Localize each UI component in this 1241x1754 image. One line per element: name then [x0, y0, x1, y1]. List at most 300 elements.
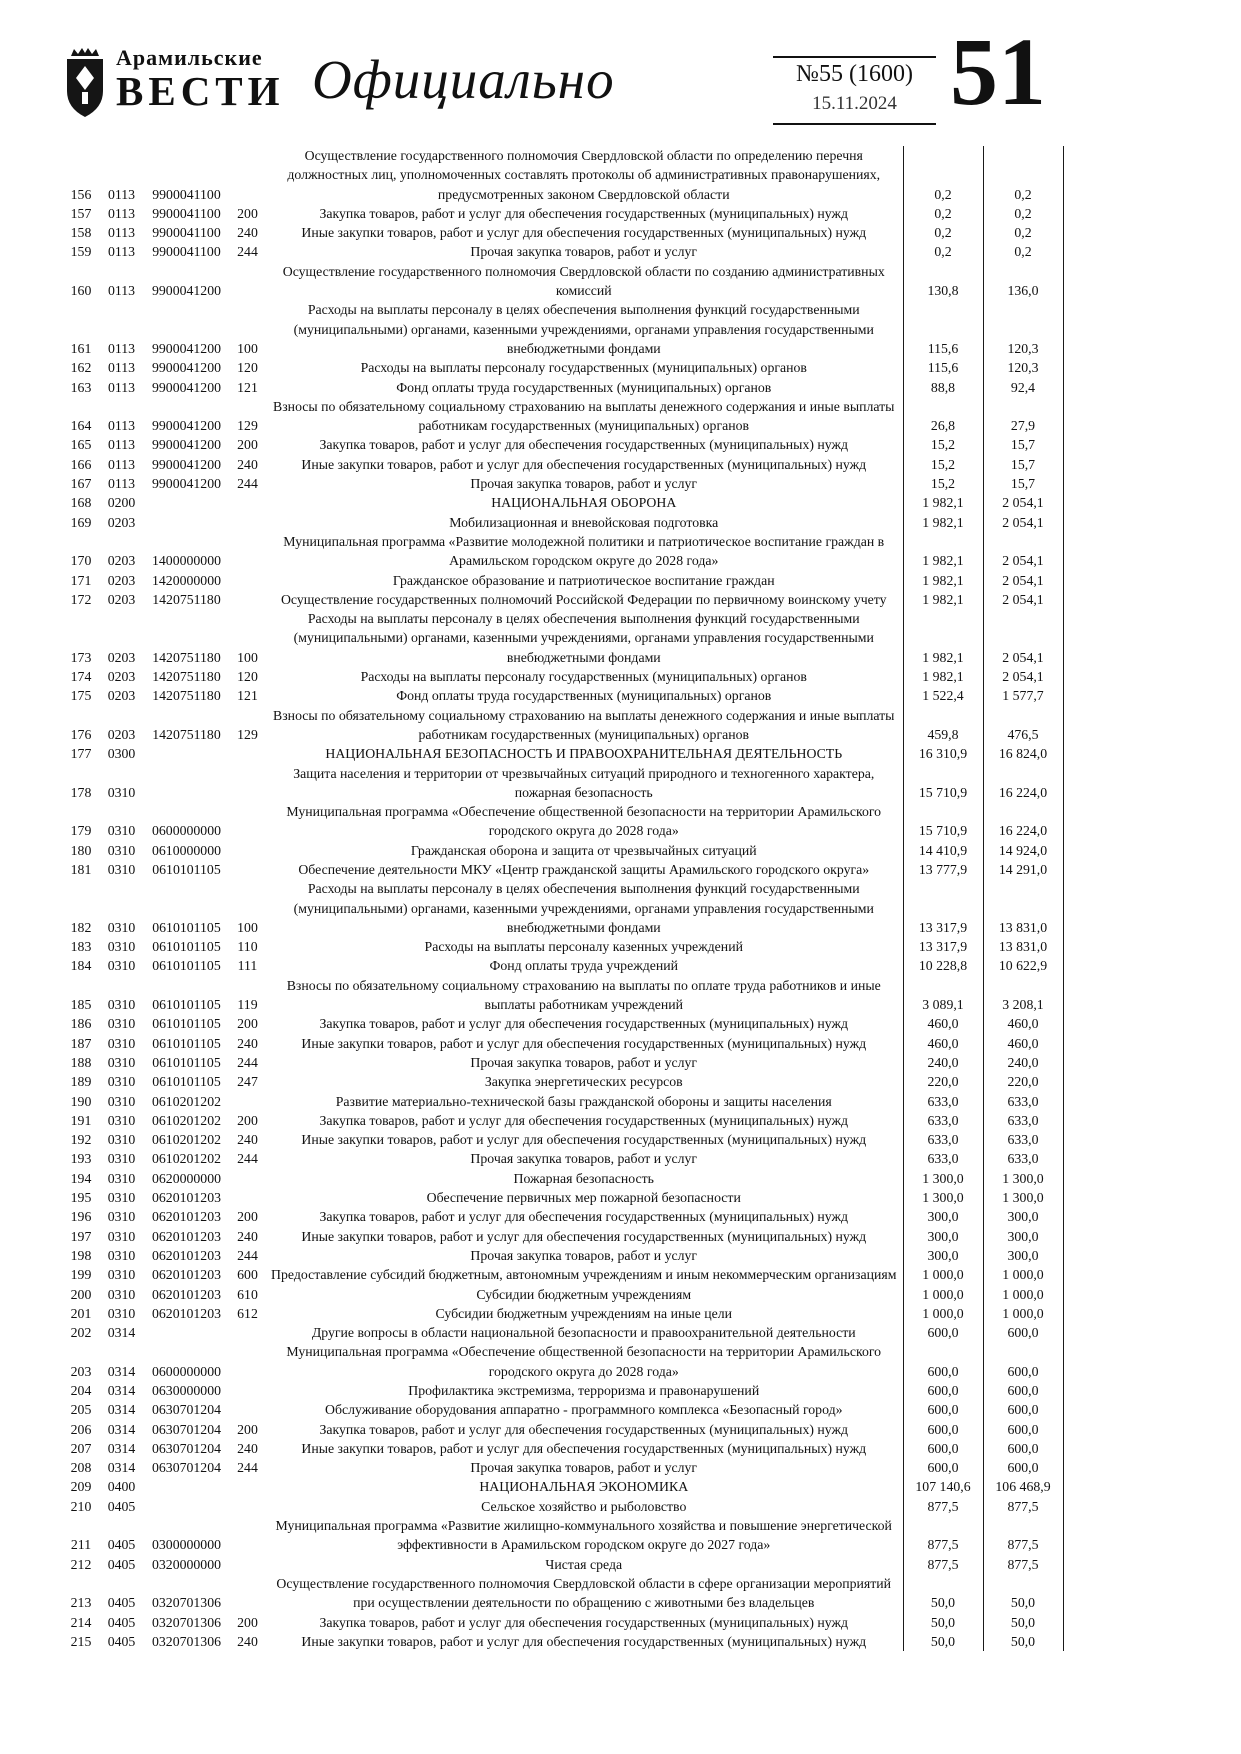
row-number: 188 [70, 1054, 92, 1070]
amount-col-1: 300,0 [903, 1227, 983, 1246]
section-code: 0314 [107, 1421, 136, 1437]
amount-col-2: 1 300,0 [983, 1188, 1063, 1207]
amount-col-2: 13 831,0 [983, 937, 1063, 956]
target-article-code: 0320000000 [152, 1556, 221, 1572]
expense-type-code: 240 [237, 1633, 258, 1649]
amount-col-1: 50,0 [903, 1613, 983, 1632]
row-number: 175 [70, 688, 92, 704]
target-article-code: 9900041200 [152, 340, 221, 356]
section-code: 0203 [107, 553, 136, 569]
target-article-code: 0620101203 [152, 1209, 221, 1225]
amount-col-2: 136,0 [983, 262, 1063, 301]
section-code: 0405 [107, 1498, 136, 1514]
amount-col-1: 459,8 [903, 706, 983, 745]
table-row [62, 1285, 1063, 1304]
amount-col-2: 50,0 [983, 1632, 1063, 1651]
expense-description: Осуществление государственных полномочий Российской Федерации по первичному воинскому учету [280, 591, 887, 607]
amount-col-1: 50,0 [903, 1632, 983, 1651]
section-code: 0203 [107, 688, 136, 704]
target-article-code: 0610101105 [152, 1016, 221, 1032]
target-article-code: 0620000000 [152, 1170, 221, 1186]
target-article-code: 1420751180 [152, 649, 221, 665]
row-number: 162 [70, 360, 92, 376]
target-article-code [143, 744, 230, 763]
amount-col-2: 120,3 [983, 300, 1063, 358]
table-row [62, 764, 1063, 803]
section-code: 0203 [107, 649, 136, 665]
amount-col-2: 600,0 [983, 1458, 1063, 1477]
amount-col-2: 1 000,0 [983, 1265, 1063, 1284]
expense-description: Сельское хозяйство и рыболовство [481, 1498, 687, 1514]
amount-col-1: 877,5 [903, 1516, 983, 1555]
target-article-code: 0600000000 [152, 823, 221, 839]
amount-col-1: 600,0 [903, 1381, 983, 1400]
row-number: 157 [70, 205, 92, 221]
row-number: 166 [70, 456, 92, 472]
section-code: 0310 [107, 919, 136, 935]
expense-description: НАЦИОНАЛЬНАЯ БЕЗОПАСНОСТЬ И ПРАВООХРАНИТЕЛЬНАЯ ДЕЯТЕЛЬНОСТЬ [325, 746, 843, 762]
amount-col-1: 115,6 [903, 300, 983, 358]
amount-col-1: 600,0 [903, 1400, 983, 1419]
row-number: 215 [70, 1633, 92, 1649]
amount-col-1: 88,8 [903, 378, 983, 397]
table-row [62, 1227, 1063, 1246]
amount-col-1: 600,0 [903, 1458, 983, 1477]
section-code: 0310 [107, 1112, 136, 1128]
expense-type-code [230, 1188, 265, 1207]
section-code: 0310 [107, 1267, 136, 1283]
newspaper-logo [62, 46, 285, 120]
expense-type-code: 121 [237, 379, 258, 395]
amount-col-2: 633,0 [983, 1130, 1063, 1149]
target-article-code [143, 764, 230, 803]
table-row [62, 493, 1063, 512]
amount-col-2: 300,0 [983, 1246, 1063, 1265]
amount-col-1: 0,2 [903, 242, 983, 261]
expense-type-code: 244 [237, 476, 258, 492]
amount-col-2: 460,0 [983, 1034, 1063, 1053]
target-article-code: 1400000000 [152, 553, 221, 569]
target-article-code: 0620101203 [152, 1267, 221, 1283]
row-number: 174 [70, 669, 92, 685]
table-row [62, 1323, 1063, 1342]
section-code: 0310 [107, 1074, 136, 1090]
amount-col-1: 3 089,1 [903, 976, 983, 1015]
amount-col-2: 3 208,1 [983, 976, 1063, 1015]
section-code: 0314 [107, 1363, 136, 1379]
target-article-code: 0600000000 [152, 1363, 221, 1379]
expense-description: Иные закупки товаров, работ и услуг для обеспечения государственных (муниципальных) нужд [301, 1440, 867, 1456]
row-number: 196 [70, 1209, 92, 1225]
row-number: 200 [70, 1286, 92, 1302]
row-number: 208 [70, 1460, 92, 1476]
expense-description: Субсидии бюджетным учреждениям [476, 1286, 692, 1302]
expense-type-code: 100 [237, 649, 258, 665]
amount-col-2: 633,0 [983, 1111, 1063, 1130]
expense-description: Муниципальная программа «Развитие молодежной политики и патриотическое воспитание граждан в Арамильском городском округе до 2028 года» [283, 533, 885, 569]
expense-type-code [230, 841, 265, 860]
table-row [62, 841, 1063, 860]
budget-table-body [62, 146, 1063, 1651]
row-number: 213 [70, 1595, 92, 1611]
row-number: 197 [70, 1228, 92, 1244]
expense-description: Расходы на выплаты персоналу казенных учреждений [424, 939, 743, 955]
amount-col-2: 13 831,0 [983, 879, 1063, 937]
row-number: 165 [70, 437, 92, 453]
section-code: 0203 [107, 514, 136, 530]
section-code: 0310 [107, 939, 136, 955]
table-row [62, 590, 1063, 609]
expense-type-code: 600 [237, 1267, 258, 1283]
section-code: 0405 [107, 1556, 136, 1572]
table-row [62, 1188, 1063, 1207]
table-row [62, 1400, 1063, 1419]
table-row [62, 1477, 1063, 1496]
expense-description: Обеспечение первичных мер пожарной безопасности [426, 1190, 741, 1206]
expense-type-code: 610 [237, 1286, 258, 1302]
expense-type-code: 247 [237, 1074, 258, 1090]
expense-type-code: 612 [237, 1305, 258, 1321]
expense-description: Предоставление субсидий бюджетным, автономным учреждениям и иным некоммерческим организациям [271, 1267, 897, 1283]
section-code: 0310 [107, 861, 136, 877]
amount-col-1: 14 410,9 [903, 841, 983, 860]
section-code: 0310 [107, 1151, 136, 1167]
expense-type-code [230, 1555, 265, 1574]
target-article-code: 0610000000 [152, 842, 221, 858]
row-number: 202 [70, 1325, 92, 1341]
expense-description: Прочая закупка товаров, работ и услуг [470, 1460, 698, 1476]
table-row [62, 262, 1063, 301]
section-code: 0113 [107, 476, 136, 492]
expense-type-code [230, 571, 265, 590]
section-code: 0310 [107, 1132, 136, 1148]
section-code: 0113 [107, 244, 136, 260]
amount-col-2: 50,0 [983, 1613, 1063, 1632]
section-code: 0113 [107, 186, 136, 202]
amount-col-2: 877,5 [983, 1555, 1063, 1574]
row-number: 159 [70, 244, 92, 260]
page-content [62, 146, 1064, 1651]
expense-type-code [230, 1323, 265, 1342]
amount-col-1: 877,5 [903, 1497, 983, 1516]
target-article-code: 0610201202 [152, 1151, 221, 1167]
expense-type-code: 200 [237, 205, 258, 221]
table-row [62, 860, 1063, 879]
expense-type-code: 240 [237, 1440, 258, 1456]
issue-number: №55 (1600) [796, 61, 913, 87]
expense-type-code: 240 [237, 1035, 258, 1051]
expense-description: Обслуживание оборудования аппаратно - программного комплекса «Безопасный город» [324, 1402, 843, 1418]
amount-col-1: 16 310,9 [903, 744, 983, 763]
expense-type-code [230, 513, 265, 532]
amount-col-1: 1 300,0 [903, 1169, 983, 1188]
expense-type-code: 244 [237, 1054, 258, 1070]
expense-type-code: 100 [237, 919, 258, 935]
target-article-code: 0620101203 [152, 1247, 221, 1263]
expense-type-code [230, 146, 265, 204]
amount-col-1: 600,0 [903, 1342, 983, 1381]
amount-col-2: 14 291,0 [983, 860, 1063, 879]
table-row [62, 1053, 1063, 1072]
brand-name-bottom: ВЕСТИ [116, 68, 285, 115]
section-code: 0310 [107, 958, 136, 974]
amount-col-1: 0,2 [903, 204, 983, 223]
expense-type-code: 120 [237, 360, 258, 376]
expense-description: Прочая закупка товаров, работ и услуг [470, 1054, 698, 1070]
expense-description: Закупка товаров, работ и услуг для обеспечения государственных (муниципальных) нужд [319, 1614, 849, 1630]
row-number: 191 [70, 1112, 92, 1128]
amount-col-1: 877,5 [903, 1555, 983, 1574]
target-article-code: 9900041200 [152, 283, 221, 299]
row-number: 193 [70, 1151, 92, 1167]
expense-type-code [230, 1342, 265, 1381]
table-row [62, 435, 1063, 454]
amount-col-1: 26,8 [903, 397, 983, 436]
table-row [62, 1304, 1063, 1323]
expense-description: Расходы на выплаты персоналу государственных (муниципальных) органов [360, 669, 807, 685]
amount-col-2: 300,0 [983, 1227, 1063, 1246]
row-number: 173 [70, 649, 92, 665]
target-article-code: 1420751180 [152, 688, 221, 704]
expense-description: Пожарная безопасность [513, 1170, 654, 1186]
section-code: 0310 [107, 1247, 136, 1263]
amount-col-2: 0,2 [983, 223, 1063, 242]
target-article-code: 0610201202 [152, 1112, 221, 1128]
expense-description: Закупка товаров, работ и услуг для обеспечения государственных (муниципальных) нужд [319, 1016, 849, 1032]
table-row [62, 532, 1063, 571]
amount-col-1: 15,2 [903, 435, 983, 454]
row-number: 183 [70, 939, 92, 955]
target-article-code: 9900041200 [152, 360, 221, 376]
expense-type-code [230, 532, 265, 571]
expense-description: Иные закупки товаров, работ и услуг для обеспечения государственных (муниципальных) нужд [301, 456, 867, 472]
section-code: 0203 [107, 726, 136, 742]
row-number: 177 [70, 746, 92, 762]
table-row [62, 474, 1063, 493]
expense-type-code [230, 1381, 265, 1400]
target-article-code: 0620101203 [152, 1228, 221, 1244]
amount-col-1: 1 300,0 [903, 1188, 983, 1207]
amount-col-1: 1 000,0 [903, 1265, 983, 1284]
amount-col-1: 220,0 [903, 1072, 983, 1091]
row-number: 203 [70, 1363, 92, 1379]
amount-col-1: 15,2 [903, 455, 983, 474]
target-article-code: 0320701306 [152, 1633, 221, 1649]
expense-type-code: 240 [237, 1228, 258, 1244]
amount-col-1: 460,0 [903, 1014, 983, 1033]
row-number: 210 [70, 1498, 92, 1514]
expense-description: Профилактика экстремизма, терроризма и правонарушений [408, 1383, 760, 1398]
amount-col-1: 600,0 [903, 1420, 983, 1439]
expense-type-code: 120 [237, 669, 258, 685]
row-number: 163 [70, 379, 92, 395]
table-row [62, 513, 1063, 532]
amount-col-1: 240,0 [903, 1053, 983, 1072]
amount-col-1: 15 710,9 [903, 764, 983, 803]
expense-type-code: 129 [237, 418, 258, 434]
table-row [62, 802, 1063, 841]
table-row [62, 1613, 1063, 1632]
table-row [62, 1072, 1063, 1091]
issue-date: 15.11.2024 [812, 93, 897, 114]
amount-col-1: 1 982,1 [903, 609, 983, 667]
target-article-code: 9900041100 [152, 205, 221, 221]
table-row [62, 1149, 1063, 1168]
row-number: 205 [70, 1402, 92, 1418]
target-article-code: 1420751180 [152, 726, 221, 742]
table-row [62, 1632, 1063, 1651]
target-article-code: 0620101203 [152, 1286, 221, 1302]
row-number: 182 [70, 919, 92, 935]
expense-type-code [230, 590, 265, 609]
target-article-code: 0630701204 [152, 1421, 221, 1437]
amount-col-2: 16 824,0 [983, 744, 1063, 763]
amount-col-1: 107 140,6 [903, 1477, 983, 1496]
section-code: 0405 [107, 1633, 136, 1649]
target-article-code: 0610101105 [152, 939, 221, 955]
expense-description: Прочая закупка товаров, работ и услуг [470, 1151, 698, 1167]
amount-col-2: 2 054,1 [983, 513, 1063, 532]
table-row [62, 1574, 1063, 1613]
expense-type-code: 200 [237, 1614, 258, 1630]
section-code: 0113 [107, 340, 136, 356]
amount-col-2: 16 224,0 [983, 764, 1063, 803]
target-article-code: 9900041200 [152, 379, 221, 395]
expense-description: Прочая закупка товаров, работ и услуг [470, 1247, 698, 1263]
table-row [62, 397, 1063, 436]
table-row [62, 1111, 1063, 1130]
amount-col-2: 2 054,1 [983, 590, 1063, 609]
amount-col-1: 600,0 [903, 1323, 983, 1342]
section-code: 0314 [107, 1402, 136, 1418]
section-code: 0203 [107, 591, 136, 607]
amount-col-2: 14 924,0 [983, 841, 1063, 860]
expense-description: Развитие материально-технической базы гражданской обороны и защиты населения [335, 1093, 832, 1109]
expense-description: Мобилизационная и вневойсковая подготовка [449, 514, 719, 530]
expense-description: Осуществление государственного полномочия Свердловской области по определению перечня должностных лиц, уполномоченных составлять протоколы об административных правонарушениях, предусмотренных законом Свердловской области [287, 148, 881, 202]
expense-type-code: 200 [237, 1016, 258, 1032]
row-number: 195 [70, 1190, 92, 1206]
expense-type-code: 129 [237, 726, 258, 742]
section-code: 0310 [107, 1054, 136, 1070]
table-row [62, 571, 1063, 590]
expense-type-code: 240 [237, 225, 258, 241]
expense-description: Иные закупки товаров, работ и услуг для обеспечения государственных (муниципальных) нужд [301, 1132, 867, 1148]
amount-col-1: 13 317,9 [903, 937, 983, 956]
expense-type-code [230, 1574, 265, 1613]
amount-col-2: 2 054,1 [983, 493, 1063, 512]
table-row [62, 1420, 1063, 1439]
amount-col-2: 10 622,9 [983, 956, 1063, 975]
section-code: 0314 [107, 1460, 136, 1476]
expense-type-code: 111 [237, 958, 258, 974]
target-article-code: 0320701306 [152, 1595, 221, 1611]
amount-col-1: 1 522,4 [903, 686, 983, 705]
amount-col-2: 633,0 [983, 1149, 1063, 1168]
expense-description: Прочая закупка товаров, работ и услуг [470, 244, 698, 260]
brand-text [116, 45, 285, 115]
section-code: 0314 [107, 1325, 136, 1341]
table-row [62, 1516, 1063, 1555]
expense-description: Муниципальная программа «Развитие жилищно-коммунального хозяйства и повышение энергетической эффективности в Арамильском городском округе до 2027 года» [275, 1518, 892, 1553]
expense-description: Осуществление государственного полномочия Свердловской области в сфере организации мероприятий при осуществлении деятельности по обращению с животными без владельцев [276, 1575, 892, 1611]
amount-col-2: 220,0 [983, 1072, 1063, 1091]
target-article-code: 9900041200 [152, 476, 221, 492]
amount-col-2: 877,5 [983, 1516, 1063, 1555]
table-row [62, 1265, 1063, 1284]
section-code: 0310 [107, 823, 136, 839]
target-article-code: 0320701306 [152, 1614, 221, 1630]
expense-description: Защита населения и территории от чрезвычайных ситуаций природного и техногенного характера, пожарная безопасность [293, 765, 875, 800]
row-number: 211 [70, 1537, 92, 1553]
row-number: 206 [70, 1421, 92, 1437]
expense-description: Гражданское образование и патриотическое воспитание граждан [392, 572, 775, 588]
target-article-code: 0610101105 [152, 1074, 221, 1090]
row-number: 168 [70, 495, 92, 511]
amount-col-2: 0,2 [983, 242, 1063, 261]
expense-description: Закупка товаров, работ и услуг для обеспечения государственных (муниципальных) нужд [319, 1112, 849, 1128]
brand-name-top: Арамильские [116, 45, 263, 70]
amount-col-1: 1 000,0 [903, 1285, 983, 1304]
section-code: 0310 [107, 1035, 136, 1051]
row-number: 176 [70, 726, 92, 742]
target-article-code [143, 493, 230, 512]
table-row [62, 300, 1063, 358]
target-article-code [143, 1477, 230, 1496]
expense-description: Взносы по обязательному социальному страхованию на выплаты денежного содержания и иные выплаты работникам государственных (муниципальных) органов [273, 398, 895, 434]
section-code: 0113 [107, 437, 136, 453]
target-article-code: 0610101105 [152, 919, 221, 935]
coat-of-arms-icon [62, 46, 108, 120]
target-article-code: 1420751180 [152, 591, 221, 607]
amount-col-1: 13 777,9 [903, 860, 983, 879]
table-row [62, 1014, 1063, 1033]
expense-description: Муниципальная программа «Обеспечение общественной безопасности на территории Арамильского городского округа до 2028 года» [286, 804, 882, 839]
target-article-code: 9900041100 [152, 186, 221, 202]
row-number: 170 [70, 553, 92, 569]
expense-type-code [230, 802, 265, 841]
target-article-code: 0610101105 [152, 1035, 221, 1051]
amount-col-2: 460,0 [983, 1014, 1063, 1033]
target-article-code: 9900041100 [152, 244, 221, 260]
expense-description: Закупка товаров, работ и услуг для обеспечения государственных (муниципальных) нужд [319, 1209, 849, 1225]
table-row [62, 667, 1063, 686]
amount-col-1: 10 228,8 [903, 956, 983, 975]
amount-col-2: 15,7 [983, 435, 1063, 454]
expense-description: Расходы на выплаты персоналу в целях обеспечения выполнения функций государственными (муниципальными) органами, казенными учреждениями, органами управления государственными внебюджетными фондами [293, 881, 874, 935]
section-code: 0310 [107, 1228, 136, 1244]
row-number: 156 [70, 186, 92, 202]
amount-col-2: 120,3 [983, 358, 1063, 377]
section-code: 0310 [107, 1286, 136, 1302]
section-code: 0314 [107, 1440, 136, 1456]
expense-description: Обеспечение деятельности МКУ «Центр гражданской защиты Арамильского городского округа» [298, 861, 870, 877]
amount-col-2: 2 054,1 [983, 609, 1063, 667]
section-code: 0113 [107, 205, 136, 221]
amount-col-2: 1 300,0 [983, 1169, 1063, 1188]
amount-col-2: 476,5 [983, 706, 1063, 745]
expense-type-code: 200 [237, 1421, 258, 1437]
target-article-code: 0630701204 [152, 1460, 221, 1476]
row-number: 201 [70, 1305, 92, 1321]
expense-description: Фонд оплаты труда государственных (муниципальных) органов [396, 688, 772, 704]
amount-col-2: 0,2 [983, 204, 1063, 223]
row-number: 209 [70, 1479, 92, 1495]
expense-type-code: 200 [237, 1112, 258, 1128]
target-article-code: 0300000000 [152, 1537, 221, 1553]
amount-col-1: 13 317,9 [903, 879, 983, 937]
row-number: 178 [70, 784, 92, 800]
